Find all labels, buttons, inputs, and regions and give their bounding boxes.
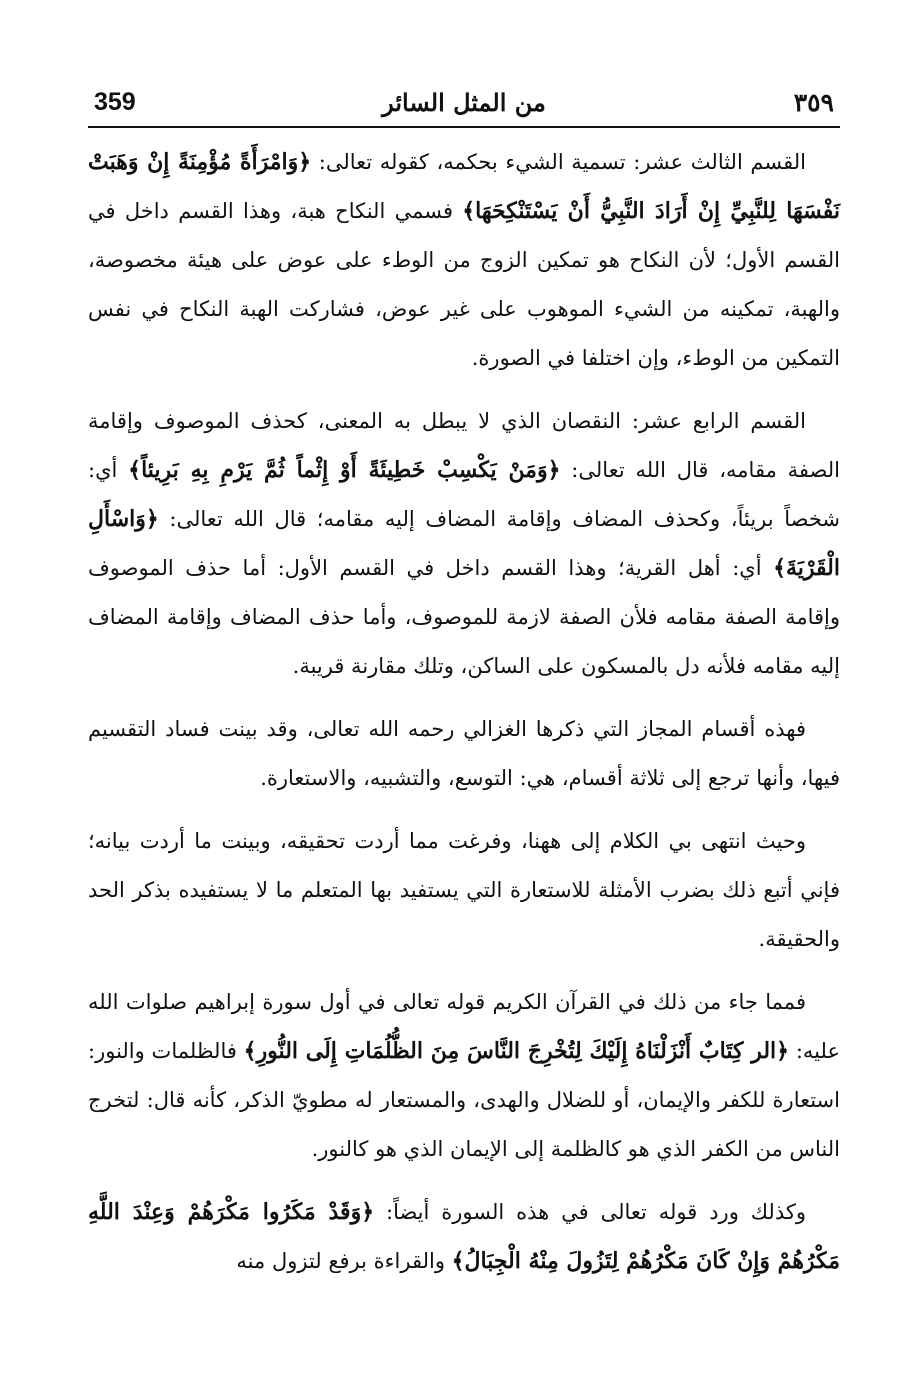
paragraph-text: فالظلمات والنور: استعارة للكفر والإيمان، أو للضلال والهدى، والمستعار له مطويّ الذكر، كأنه قال: لتخرج الناس من الكفر الذي هو كالظلمة إلى الإيمان الذي هو كالنور. [88,1039,840,1161]
page-header [88,88,840,128]
paragraph-text: أي: أهل القرية؛ وهذا القسم داخل في القسم الأول: أما حذف الموصوف وإقامة الصفة مقامه فلأن الصفة لازمة للموصوف، وأما حذف المضاف وإقامة المضاف إليه مقامه فلأنه دل بالمسكون على الساكن، وتلك مقارنة قريبة. [88,556,840,678]
running-title: من المثل السائر [382,88,546,117]
paragraph-section-13 [88,138,840,383]
paragraph-text: أي: شخصاً بريئاً، وكحذف المضاف وإقامة المضاف إليه مقامه؛ قال الله تعالى: [88,458,840,531]
body-text [88,138,840,1300]
paragraph-text: فهذه أقسام المجاز التي ذكرها الغزالي رحمه الله تعالى، وقد بينت فساد التقسيم فيها، وأنها ترجع إلى ثلاثة أقسام، هي: التوسع، والتشبيه، والاستعارة. [88,717,840,790]
quran-verse: ﴿وَمَنْ يَكْسِبْ خَطِيئَةً أَوْ إِثْماً ثُمَّ يَرْمِ بِهِ بَرِيئاً﴾ [128,457,561,483]
page-number-arabic: ٣٥٩ [793,88,834,117]
quran-verse: ﴿الر كِتَابٌ أَنْزَلْنَاهُ إِلَيْكَ لِتُخْرِجَ النَّاسَ مِنَ الظُّلُمَاتِ إِلَى النُّورِ﴾ [243,1038,790,1064]
paragraph-text: فسمي النكاح هبة، وهذا القسم داخل في القسم الأول؛ لأن النكاح هو تمكين الزوج من الوطء على عوض على هيئة مخصوصة، والهبة، تمكينه من الشيء الموهوب على غير عوض، فشاركت الهبة النكاح في نفس التمكين من الوطء، وإن اختلفا في الصورة. [88,199,840,370]
paragraph-text: والقراءة برفع لتزول منه [236,1249,452,1273]
paragraph-section-14 [88,397,840,691]
paragraph-text: القسم الثالث عشر: تسمية الشيء بحكمه، كقوله تعالى: [311,150,806,174]
quran-verse: ﴿وَاسْأَلِ الْقَرْيَةَ﴾ [88,506,840,581]
paragraph-text: القسم الرابع عشر: النقصان الذي لا يبطل به المعنى، كحذف الموصوف وإقامة الصفة مقامه، قال الله تعالى: [88,409,840,482]
paragraph-makr-example [88,1188,840,1286]
paragraph-ibrahim-example [88,978,840,1174]
paragraph-text: وكذلك ورد قوله تعالى في هذه السورة أيضاً: [374,1200,806,1224]
paragraph-transition [88,817,840,964]
quran-verse: ﴿وَامْرَأَةً مُؤْمِنَةً إِنْ وَهَبَتْ نَفْسَهَا لِلنَّبِيِّ إِنْ أَرَادَ النَّبِيُّ أَنْ يَسْتَنْكِحَهَا﴾ [88,149,840,224]
paragraph-text: وحيث انتهى بي الكلام إلى ههنا، وفرغت مما أردت تحقيقه، وبينت ما أردت بيانه؛ فإني أتبع ذلك بضرب الأمثلة للاستعارة التي يستفيد بها المتعلم ما لا يستفيده بذكر الحد والحقيقة. [88,829,840,951]
page-number-latin: 359 [94,88,136,116]
quran-verse: ﴿وَقَدْ مَكَرُوا مَكْرَهُمْ وَعِنْدَ اللَّهِ مَكْرُهُمْ وَإِنْ كَانَ مَكْرُهُمْ لِتَزُولَ مِنْهُ الْجِبَالُ﴾ [88,1199,840,1274]
paragraph-summary [88,705,840,803]
paragraph-text: فمما جاء من ذلك في القرآن الكريم قوله تعالى في أول سورة إبراهيم صلوات الله عليه: [88,990,840,1063]
